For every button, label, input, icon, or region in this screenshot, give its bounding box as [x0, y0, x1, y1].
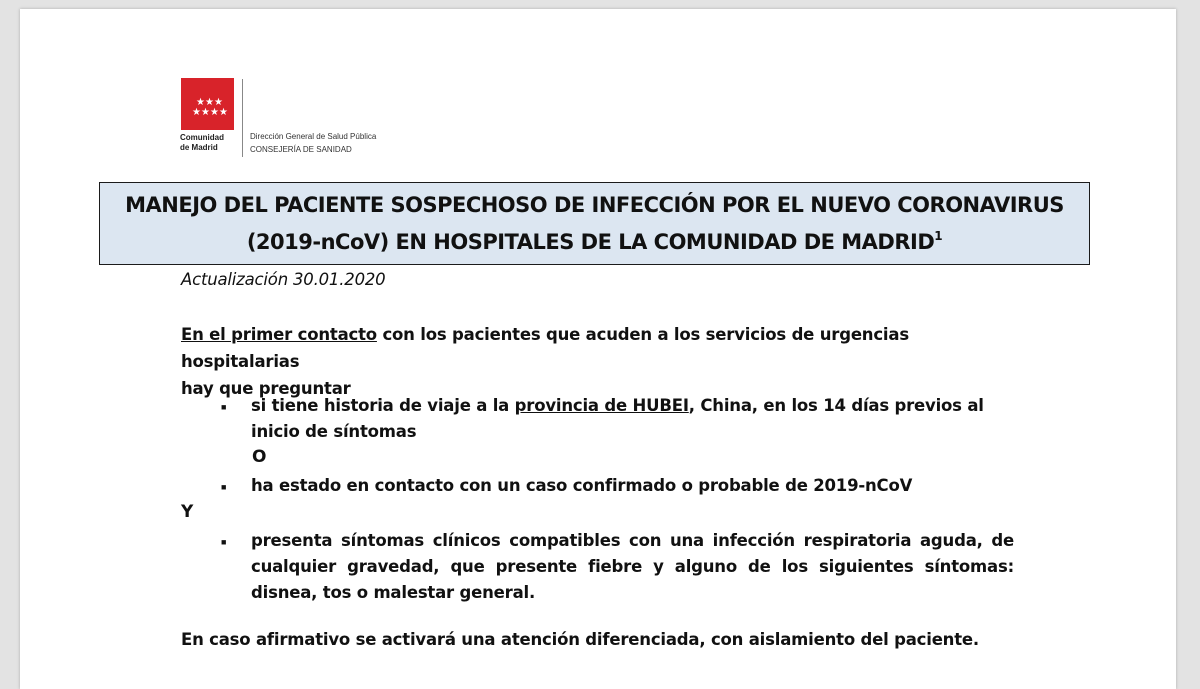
logo-name-line2: de Madrid — [180, 143, 218, 152]
bullet-1-before: si tiene historia de viaje a la — [251, 396, 515, 415]
logo-dept-line2: CONSEJERÍA DE SANIDAD — [250, 145, 352, 154]
bullet-marker: ■ — [221, 402, 227, 412]
logo-divider — [242, 79, 243, 157]
closing-paragraph: En caso afirmativo se activará una atención diferenciada, con aislamiento del paciente. — [181, 630, 979, 649]
intro-underlined: En el primer contacto — [181, 325, 377, 344]
svg-text:★: ★ — [214, 97, 223, 108]
logo-dept-line1: Dirección General de Salud Pública — [250, 132, 377, 141]
svg-text:★: ★ — [219, 107, 228, 118]
bullet-item-travel — [251, 393, 1014, 445]
bullet-1-after: , China, en los 14 días previos al inicio de síntomas — [251, 396, 984, 441]
bullet-marker: ■ — [221, 482, 227, 492]
intro-rest-line1: con los pacientes que acuden a los servicios de urgencias hospitalarias — [181, 325, 909, 371]
logo-department — [250, 130, 376, 156]
title-line-2 — [247, 221, 942, 258]
bullet-item-symptoms: presenta síntomas clínicos compatibles con una infección respiratoria aguda, de cualquier gravedad, que presente fiebre y alguno de los siguientes síntomas: disnea, tos o malestar general. — [251, 531, 1014, 602]
intro-rest-line2: hay que preguntar — [181, 379, 351, 398]
svg-text:★: ★ — [210, 107, 219, 118]
title-line-2-text: (2019-nCoV) EN HOSPITALES DE LA COMUNIDAD DE MADRID — [246, 229, 935, 254]
logo-name — [180, 133, 240, 153]
connector-and: Y — [181, 502, 194, 522]
update-date: Actualización 30.01.2020 — [181, 270, 386, 289]
title-line-1: MANEJO DEL PACIENTE SOSPECHOSO DE INFECCIÓN POR EL NUEVO CORONAVIRUS — [125, 192, 1064, 217]
bullet-marker: ■ — [221, 537, 227, 547]
bullet-1-underlined: provincia de HUBEI — [514, 396, 689, 415]
logo-name-line1: Comunidad — [180, 133, 224, 142]
comunidad-de-madrid-flag-icon — [181, 78, 234, 130]
svg-text:★: ★ — [196, 97, 205, 108]
footnote-marker: 1 — [934, 228, 943, 243]
svg-text:★: ★ — [201, 107, 210, 118]
intro-paragraph — [181, 321, 1031, 402]
connector-or: O — [252, 447, 267, 467]
svg-text:★: ★ — [192, 107, 201, 118]
document-page — [20, 9, 1176, 689]
document-title-box — [99, 182, 1090, 265]
bullet-item-contact: ha estado en contacto con un caso confirmado o probable de 2019-nCoV — [251, 476, 913, 495]
svg-text:★: ★ — [205, 97, 214, 108]
